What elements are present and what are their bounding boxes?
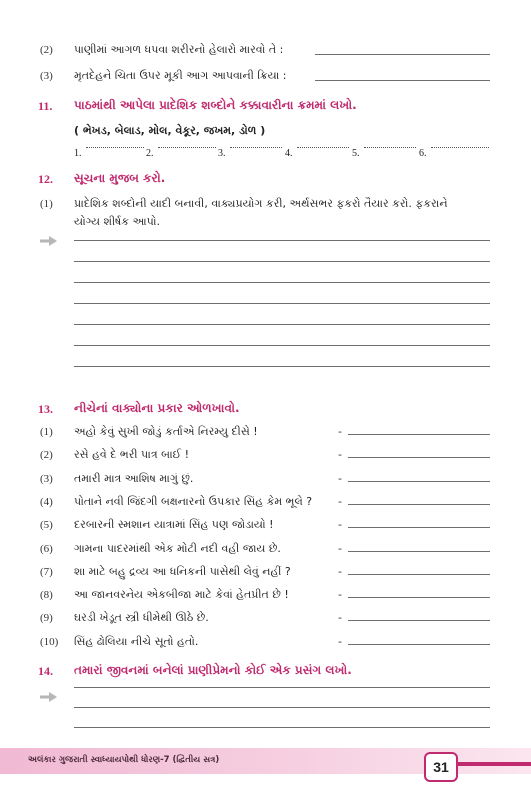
sentence-number: (2) (40, 449, 53, 461)
answer-line[interactable] (348, 457, 490, 458)
answer-line[interactable] (348, 574, 490, 575)
item-number: (3) (40, 70, 53, 82)
writing-line[interactable] (74, 687, 490, 688)
answer-line[interactable] (315, 80, 490, 81)
sentence-text: આ જાનવરનેય એકબીજા માટે કેવાં હેતપ્રીત છે ! (74, 588, 289, 601)
sentence-text: ઘરડી ખેડૂત સ્ત્રી ધીમેથી ઊઠે છે. (74, 611, 209, 624)
blank-number: 2. (146, 148, 154, 159)
sentence-text: પોતાને નવી જિંદગી બક્ષનારનો ઉપકાર સિંહ કેમ ભૂલે ? (74, 495, 313, 508)
answer-line[interactable] (348, 620, 490, 621)
item-number: (2) (40, 44, 53, 56)
sentence-number: (4) (40, 496, 53, 508)
page-number: 31 (424, 752, 458, 782)
instruction-text: પ્રાદેશિક શબ્દોની યાદી બનાવી, વાક્યપ્રયોગ કરી, અર્થસભર ફકરો તૈયાર કરો. ફકરાને (74, 197, 448, 210)
answer-dash: - (338, 565, 342, 578)
instruction-text: યોગ્ય શીર્ષક આપો. (74, 215, 160, 228)
answer-dash: - (338, 588, 342, 601)
question-title: પાઠમાંથી આપેલા પ્રાદેશિક શબ્દોને કક્કાવારીના ક્રમમાં લખો. (74, 98, 357, 112)
sentence-text: ગામના પાદરમાંથી એક મોટી નદી વહી જાય છે. (74, 542, 281, 555)
blank-number: 3. (218, 148, 226, 159)
answer-line[interactable] (315, 54, 490, 55)
blank-number: 4. (285, 148, 293, 159)
answer-line[interactable] (348, 551, 490, 552)
question-title: તમારાં જીવનમાં બનેલાં પ્રાણીપ્રેમનો કોઈ એક પ્રસંગ લખો. (74, 663, 352, 677)
sentence-number: (5) (40, 519, 53, 531)
question-number: 11. (38, 99, 53, 113)
blank-number: 1. (74, 148, 82, 159)
answer-blank[interactable] (86, 147, 144, 148)
answer-line[interactable] (348, 527, 490, 528)
writing-line[interactable] (74, 303, 490, 304)
page-strip (456, 762, 531, 766)
writing-line[interactable] (74, 282, 490, 283)
sentence-text: સિંહ ઢોલિયા નીચે સૂતો હતો. (74, 635, 199, 648)
sentence-text: રસે હવે દે ભરી પાત્ર બાઈ ! (74, 448, 190, 461)
writing-line[interactable] (74, 261, 490, 262)
writing-line[interactable] (74, 324, 490, 325)
answer-dash: - (338, 472, 342, 485)
answer-dash: - (338, 425, 342, 438)
answer-line[interactable] (348, 504, 490, 505)
answer-line[interactable] (348, 644, 490, 645)
blank-number: 5. (352, 148, 360, 159)
question-number: 13. (38, 402, 53, 416)
answer-blank[interactable] (158, 147, 216, 148)
sentence-text: શા માટે બહુ દ્રવ્ય આ ધનિકની પાસેથી લેવું નહીં ? (74, 565, 291, 578)
sentence-number: (10) (40, 636, 59, 648)
writing-line[interactable] (74, 707, 490, 708)
answer-dash: - (338, 542, 342, 555)
question-title: નીચેનાં વાક્યોના પ્રકાર ઓળખાવો. (74, 401, 240, 415)
answer-line[interactable] (348, 434, 490, 435)
sentence-number: (8) (40, 589, 53, 601)
writing-line[interactable] (74, 727, 490, 728)
writing-line[interactable] (74, 366, 490, 367)
answer-dash: - (338, 495, 342, 508)
blank-number: 6. (419, 148, 427, 159)
answer-dash: - (338, 635, 342, 648)
question-number: 12. (38, 172, 53, 186)
answer-blank[interactable] (364, 147, 416, 148)
writing-line[interactable] (74, 240, 490, 241)
sentence-text: દરબારની સ્મશાન યાત્રામાં સિંહ પણ જોડાયો ! (74, 518, 274, 531)
sentence-text: તમારી માત્ર આશિષ માગું છું. (74, 472, 194, 485)
question-number: 14. (38, 664, 53, 678)
answer-blank[interactable] (431, 147, 489, 148)
word-list: ( ભેખડ, બેલાડ, મોલ, વેકૂર, જખમ, ડોળ ) (74, 124, 266, 137)
question-title: સૂચના મુજબ કરો. (74, 171, 166, 185)
sentence-number: (1) (40, 426, 53, 438)
right-arrow-icon (40, 692, 58, 702)
sentence-number: (3) (40, 473, 53, 485)
writing-line[interactable] (74, 345, 490, 346)
sentence-text: અહો કેવું સુખી જોડું કર્તાએ નિરમ્યુ દીસે ! (74, 425, 258, 438)
item-text: પાણીમાં આગળ ધપવા શરીરનો હેલારો મારવો તે : (74, 43, 284, 56)
sentence-number: (7) (40, 566, 53, 578)
answer-line[interactable] (348, 597, 490, 598)
sentence-number: (9) (40, 612, 53, 624)
answer-line[interactable] (348, 481, 490, 482)
item-text: મૃતદેહને ચિતા ઉપર મૂકી આગ આપવાની ક્રિયા : (74, 69, 287, 82)
right-arrow-icon (40, 236, 58, 246)
answer-dash: - (338, 518, 342, 531)
item-number: (1) (40, 198, 53, 210)
answer-dash: - (338, 448, 342, 461)
sentence-number: (6) (40, 543, 53, 555)
book-title: અલંકાર ગુજરાતી સ્વાધ્યાયપોથી ધોરણ-7 (દ્વિતીય સત્ર) (28, 755, 220, 765)
answer-dash: - (338, 611, 342, 624)
answer-blank[interactable] (297, 147, 349, 148)
answer-blank[interactable] (230, 147, 282, 148)
